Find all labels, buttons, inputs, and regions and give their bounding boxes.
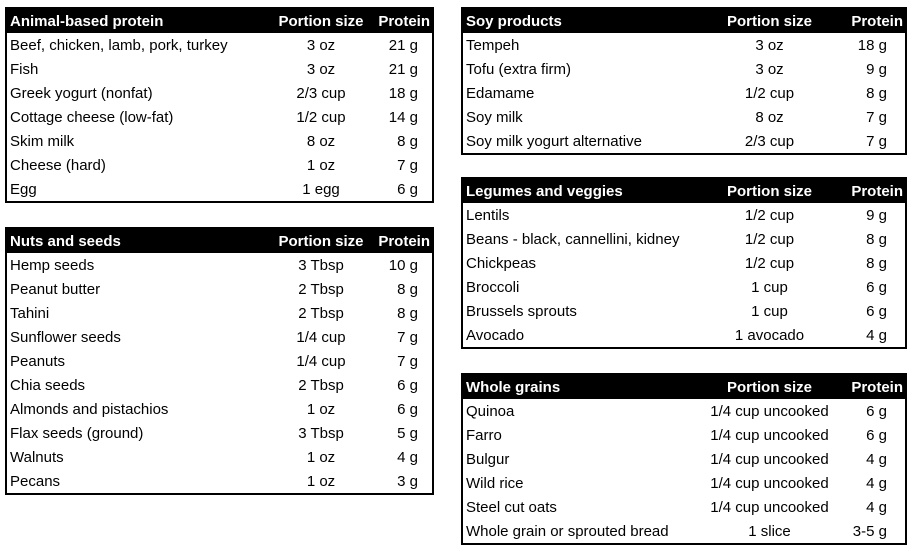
food-name-cell: Peanuts	[10, 352, 66, 370]
column-header-protein: Protein	[851, 378, 903, 396]
portion-size-cell: 1 oz	[306, 156, 336, 174]
food-name-cell: Soy milk	[466, 108, 523, 126]
table-row	[463, 81, 905, 105]
food-name-cell: Quinoa	[466, 402, 515, 420]
portion-size-cell: 1/4 cup uncooked	[710, 426, 829, 444]
table-row	[7, 373, 432, 397]
table-row	[463, 423, 905, 447]
portion-size-cell: 3 oz	[306, 60, 336, 78]
table-row	[7, 325, 432, 349]
portion-size-cell: 3 oz	[306, 36, 336, 54]
portion-size-cell: 3 Tbsp	[298, 424, 344, 442]
food-name-cell: Tofu (extra firm)	[466, 60, 572, 78]
column-header-portion: Portion size	[278, 12, 364, 30]
protein-cell: 6 g	[866, 426, 887, 444]
table-row	[7, 57, 432, 81]
table-row	[463, 447, 905, 471]
table-title: Legumes and veggies	[466, 182, 623, 200]
portion-size-cell: 2 Tbsp	[298, 304, 344, 322]
portion-size-cell: 1/2 cup	[744, 230, 795, 248]
protein-cell: 21 g	[388, 60, 418, 78]
protein-cell: 8 g	[397, 132, 418, 150]
portion-size-cell: 1 avocado	[734, 326, 805, 344]
table-row	[7, 153, 432, 177]
food-name-cell: Lentils	[466, 206, 510, 224]
table-row	[463, 495, 905, 519]
protein-cell: 4 g	[866, 450, 887, 468]
protein-cell: 6 g	[397, 400, 418, 418]
portion-size-cell: 3 oz	[755, 36, 784, 54]
column-header-protein: Protein	[378, 12, 430, 30]
food-name-cell: Walnuts	[10, 448, 64, 466]
portion-size-cell: 1/4 cup uncooked	[710, 498, 829, 516]
protein-cell: 7 g	[397, 328, 418, 346]
table-row	[7, 445, 432, 469]
table-row	[7, 33, 432, 57]
protein-cell: 18 g	[857, 36, 887, 54]
column-header-portion: Portion size	[726, 378, 812, 396]
portion-size-cell: 1 egg	[302, 180, 340, 198]
column-header-portion: Portion size	[726, 182, 812, 200]
protein-cell: 8 g	[866, 84, 887, 102]
table-row	[463, 323, 905, 347]
protein-cell: 21 g	[388, 36, 418, 54]
protein-cell: 6 g	[397, 180, 418, 198]
protein-cell: 6 g	[866, 402, 887, 420]
table-header	[463, 179, 905, 203]
food-name-cell: Broccoli	[466, 278, 520, 296]
table-header	[7, 229, 432, 253]
table-title: Animal-based protein	[10, 12, 164, 30]
portion-size-cell: 1/2 cup	[744, 206, 795, 224]
portion-size-cell: 1/4 cup uncooked	[710, 450, 829, 468]
food-name-cell: Pecans	[10, 472, 61, 490]
column-header-protein: Protein	[851, 12, 903, 30]
protein-cell: 7 g	[397, 352, 418, 370]
portion-size-cell: 1/4 cup uncooked	[710, 402, 829, 420]
food-name-cell: Cheese (hard)	[10, 156, 106, 174]
protein-cell: 4 g	[866, 474, 887, 492]
food-name-cell: Beef, chicken, lamb, pork, turkey	[10, 36, 228, 54]
column-header-portion: Portion size	[726, 12, 812, 30]
table-row	[463, 129, 905, 153]
column-header-protein: Protein	[851, 182, 903, 200]
food-name-cell: Soy milk yogurt alternative	[466, 132, 642, 150]
food-name-cell: Greek yogurt (nonfat)	[10, 84, 153, 102]
nuts-seeds-table	[5, 227, 434, 495]
table-row	[463, 519, 905, 543]
whole-grains-table	[461, 373, 907, 545]
protein-cell: 8 g	[866, 230, 887, 248]
table-row	[463, 399, 905, 423]
table-row	[7, 177, 432, 201]
protein-cell: 4 g	[397, 448, 418, 466]
table-row	[463, 471, 905, 495]
protein-cell: 8 g	[397, 304, 418, 322]
table-row	[7, 105, 432, 129]
food-name-cell: Hemp seeds	[10, 256, 95, 274]
table-row	[7, 253, 432, 277]
table-row	[463, 251, 905, 275]
column-header-protein: Protein	[378, 232, 430, 250]
portion-size-cell: 1/2 cup	[744, 84, 795, 102]
protein-cell: 10 g	[388, 256, 418, 274]
portion-size-cell: 1/4 cup uncooked	[710, 474, 829, 492]
food-name-cell: Edamame	[466, 84, 535, 102]
food-name-cell: Egg	[10, 180, 37, 198]
food-name-cell: Farro	[466, 426, 502, 444]
table-row	[7, 301, 432, 325]
portion-size-cell: 2 Tbsp	[298, 280, 344, 298]
table-row	[463, 227, 905, 251]
food-name-cell: Brussels sprouts	[466, 302, 577, 320]
protein-cell: 7 g	[866, 108, 887, 126]
food-name-cell: Bulgur	[466, 450, 510, 468]
portion-size-cell: 1 oz	[306, 400, 336, 418]
protein-cell: 4 g	[866, 326, 887, 344]
portion-size-cell: 1/2 cup	[296, 108, 346, 126]
food-name-cell: Tempeh	[466, 36, 520, 54]
portion-size-cell: 1 slice	[748, 522, 791, 540]
table-row	[463, 105, 905, 129]
protein-cell: 3-5 g	[852, 522, 887, 540]
table-row	[7, 469, 432, 493]
table-row	[463, 57, 905, 81]
protein-cell: 8 g	[866, 254, 887, 272]
food-name-cell: Flax seeds (ground)	[10, 424, 144, 442]
table-row	[7, 421, 432, 445]
soy-products-table	[461, 7, 907, 155]
table-row	[463, 275, 905, 299]
protein-cell: 3 g	[397, 472, 418, 490]
table-row	[463, 33, 905, 57]
protein-cell: 18 g	[388, 84, 418, 102]
portion-size-cell: 1 cup	[751, 278, 788, 296]
portion-size-cell: 2/3 cup	[296, 84, 346, 102]
table-row	[463, 299, 905, 323]
food-name-cell: Cottage cheese (low-fat)	[10, 108, 174, 126]
food-name-cell: Wild rice	[466, 474, 524, 492]
food-name-cell: Chickpeas	[466, 254, 537, 272]
portion-size-cell: 3 oz	[755, 60, 784, 78]
legumes-veggies-table	[461, 177, 907, 349]
portion-size-cell: 1/2 cup	[744, 254, 795, 272]
protein-cell: 9 g	[866, 60, 887, 78]
table-row	[7, 277, 432, 301]
protein-cell: 6 g	[397, 376, 418, 394]
food-name-cell: Peanut butter	[10, 280, 101, 298]
table-row	[7, 349, 432, 373]
table-header	[7, 9, 432, 33]
table-row	[463, 203, 905, 227]
food-name-cell: Skim milk	[10, 132, 75, 150]
table-row	[7, 129, 432, 153]
food-name-cell: Tahini	[10, 304, 50, 322]
food-name-cell: Avocado	[466, 326, 525, 344]
food-name-cell: Sunflower seeds	[10, 328, 121, 346]
protein-cell: 7 g	[866, 132, 887, 150]
column-header-portion: Portion size	[278, 232, 364, 250]
table-title: Whole grains	[466, 378, 561, 396]
food-name-cell: Almonds and pistachios	[10, 400, 169, 418]
portion-size-cell: 1 oz	[306, 472, 336, 490]
protein-cell: 4 g	[866, 498, 887, 516]
protein-cell: 9 g	[866, 206, 887, 224]
food-name-cell: Chia seeds	[10, 376, 86, 394]
table-title: Soy products	[466, 12, 562, 30]
portion-size-cell: 1/4 cup	[296, 352, 346, 370]
table-title: Nuts and seeds	[10, 232, 121, 250]
portion-size-cell: 8 oz	[755, 108, 784, 126]
food-name-cell: Whole grain or sprouted bread	[466, 522, 669, 540]
table-row	[7, 81, 432, 105]
protein-cell: 7 g	[397, 156, 418, 174]
food-name-cell: Fish	[10, 60, 39, 78]
protein-cell: 6 g	[866, 278, 887, 296]
portion-size-cell: 2/3 cup	[744, 132, 795, 150]
portion-size-cell: 1 cup	[751, 302, 788, 320]
protein-cell: 14 g	[388, 108, 418, 126]
food-name-cell: Steel cut oats	[466, 498, 557, 516]
food-name-cell: Beans - black, cannellini, kidney	[466, 230, 680, 248]
portion-size-cell: 2 Tbsp	[298, 376, 344, 394]
protein-cell: 8 g	[397, 280, 418, 298]
portion-size-cell: 3 Tbsp	[298, 256, 344, 274]
protein-cell: 6 g	[866, 302, 887, 320]
table-header	[463, 9, 905, 33]
portion-size-cell: 8 oz	[306, 132, 336, 150]
portion-size-cell: 1/4 cup	[296, 328, 346, 346]
animal-protein-table	[5, 7, 434, 203]
table-row	[7, 397, 432, 421]
protein-cell: 5 g	[397, 424, 418, 442]
portion-size-cell: 1 oz	[306, 448, 336, 466]
table-header	[463, 375, 905, 399]
